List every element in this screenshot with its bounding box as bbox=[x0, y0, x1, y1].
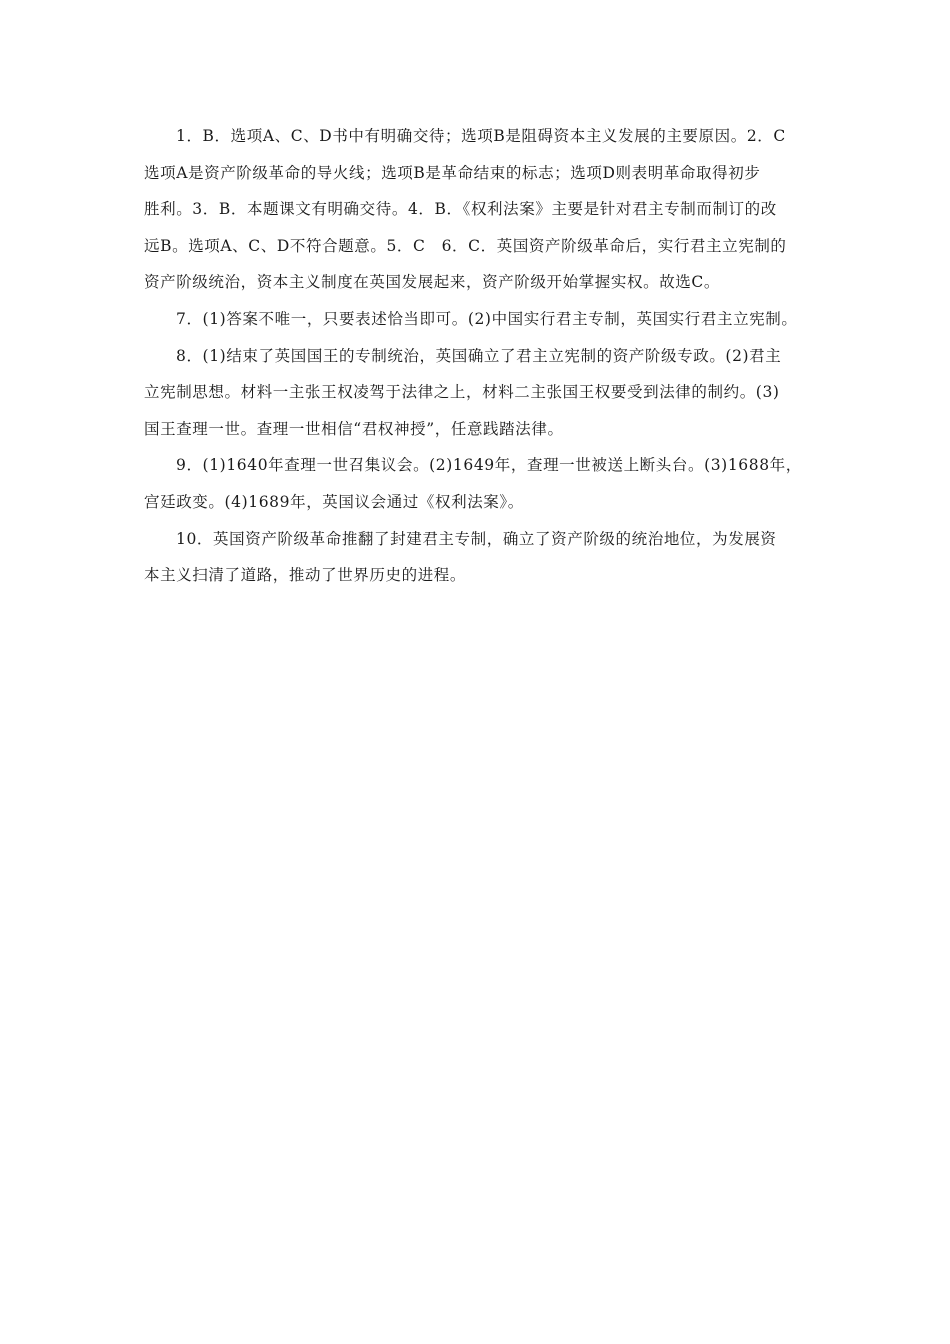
answer-line-4: 远B。选项A、C、D不符合题意。5．C 6．C．英国资产阶级革命后，实行君主立宪制的 bbox=[144, 236, 787, 255]
answer-line-13: 本主义扫清了道路，推动了世界历史的进程。 bbox=[144, 566, 467, 585]
answer-line-7: 8．(1)结束了英国国王的专制统治，英国确立了君主立宪制的资产阶级专政。(2)君主 bbox=[176, 346, 782, 365]
answer-line-8: 立宪制思想。材料一主张王权凌驾于法律之上，材料二主张国王权要受到法律的制约。(3) bbox=[144, 383, 780, 402]
answer-text-block bbox=[144, 118, 824, 594]
answer-line-6: 7．(1)答案不唯一，只要表述恰当即可。(2)中国实行君主专制，英国实行君主立宪制。 bbox=[176, 309, 798, 328]
answer-line-9: 国王查理一世。查理一世相信“君权神授”，任意践踏法律。 bbox=[144, 419, 564, 438]
answer-line-5: 资产阶级统治，资本主义制度在英国发展起来，资产阶级开始掌握实权。故选C。 bbox=[144, 273, 720, 292]
answer-line-11: 宫廷政变。(4)1689年，英国议会通过《权利法案》。 bbox=[144, 492, 524, 511]
answer-line-1: 1．B．选项A、C、D书中有明确交待；选项B是阻碍资本主义发展的主要原因。2．C bbox=[176, 127, 786, 145]
answer-line-2: 选项A是资产阶级革命的导火线；选项B是革命结束的标志；选项D则表明革命取得初步 bbox=[144, 163, 761, 182]
answer-line-12: 10．英国资产阶级革命推翻了封建君主专制，确立了资产阶级的统治地位，为发展资 bbox=[176, 529, 777, 548]
answer-line-10: 9．(1)1640年查理一世召集议会。(2)1649年，查理一世被送上断头台。(3)1688年， bbox=[176, 456, 802, 475]
answer-line-3: 胜利。3．B．本题课文有明确交待。4．B．《权利法案》主要是针对君主专制而制订的改 bbox=[144, 200, 777, 219]
